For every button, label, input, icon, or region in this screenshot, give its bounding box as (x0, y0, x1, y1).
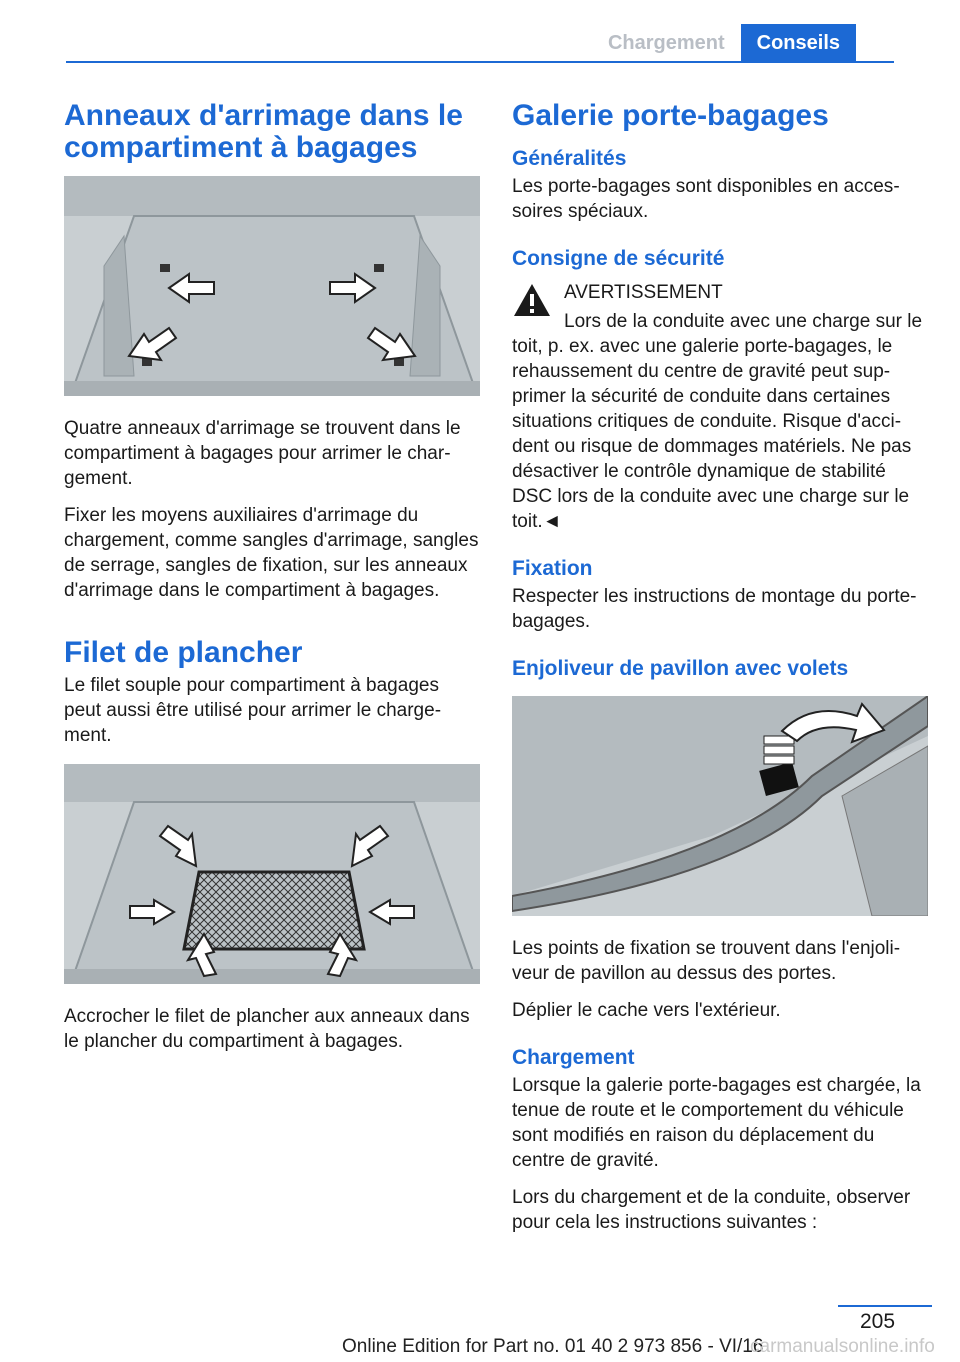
paragraph-tie-down-2: Fixer les moyens auxiliaires d'arrimage du chargement, comme sangles d'arrimage, sangles de serrage, sangles de fixation, sur les anneaux d'arrimage dans le compartiment à bagages. (64, 505, 479, 601)
subheading-loading: Chargement (512, 1046, 635, 1069)
subheading-fixation: Fixation (512, 557, 593, 580)
section-title-tie-down: Anneaux d'arrimage dans le compartiment à bagages (64, 99, 463, 164)
warning-block (512, 280, 928, 305)
section-title-roof-rack: Galerie porte-bagages (512, 99, 829, 132)
subheading-general: Généralités (512, 147, 627, 170)
paragraph-fixation: Respecter les instructions de montage du porte-bagages. (512, 586, 917, 632)
right-column (512, 100, 928, 1247)
paragraph-loading-1: Lorsque la galerie porte-bagages est chargée, la tenue de route et le comportement du véhicule sont modifiés en raison du déplacement du centre de gravité. (512, 1075, 921, 1171)
floor-net-illustration (64, 764, 480, 984)
section-title-floor-net: Filet de plancher (64, 636, 303, 669)
warning-title: AVERTISSEMENT (564, 282, 723, 303)
paragraph-roof-trim-1: Les points de fixation se trouvent dans l'enjoliveur de pavillon au dessus des portes. (512, 938, 901, 984)
subheading-roof-trim: Enjoliveur de pavillon avec volets (512, 657, 849, 680)
chapter-tabs (592, 24, 856, 62)
paragraph-general: Les porte-bagages sont disponibles en accessoires spéciaux. (512, 176, 900, 222)
tab-chargement[interactable]: Chargement (592, 24, 741, 62)
page-number: 205 (860, 1310, 896, 1333)
paragraph-loading-2: Lors du chargement et de la conduite, observer pour cela les instructions suivantes : (512, 1187, 911, 1233)
paragraph-roof-trim-2: Déplier le cache vers l'extérieur. (512, 1000, 781, 1021)
paragraph-floor-net-2: Accrocher le filet de plancher aux anneaux dans le plancher du compartiment à bagages. (64, 1006, 470, 1052)
edition-note: Online Edition for Part no. 01 40 2 973 856 - VI/16 (342, 1336, 764, 1357)
paragraph-tie-down-1: Quatre anneaux d'arrimage se trouvent dans le compartiment à bagages pour arrimer le chargement. (64, 418, 461, 489)
watermark: carmanualsonline.info (750, 1336, 935, 1357)
header-rule (66, 61, 894, 63)
left-column (64, 100, 480, 1066)
paragraph-floor-net-1: Le filet souple pour compartiment à bagages peut aussi être utilisé pour arrimer le chargement. (64, 675, 442, 746)
warning-triangle-icon (512, 282, 552, 318)
tab-conseils[interactable]: Conseils (741, 24, 856, 62)
footer-rule (838, 1305, 932, 1307)
roof-trim-illustration (512, 696, 928, 916)
trunk-tie-down-illustration (64, 176, 480, 396)
subheading-safety: Consigne de sécurité (512, 247, 725, 270)
warning-text: Lors de la conduite avec une charge sur le toit, p. ex. avec une galerie porte-bagages, le rehaussement du centre de gravité peut supprimer la sécurité de conduite dans certaines situations critiques de conduite. Risque d'accident ou risque de dommages matériels. Ne pas désactiver le contrôle dynamique de stabilité DSC lors de la conduite avec une charge sur le toit.◄ (512, 311, 923, 532)
